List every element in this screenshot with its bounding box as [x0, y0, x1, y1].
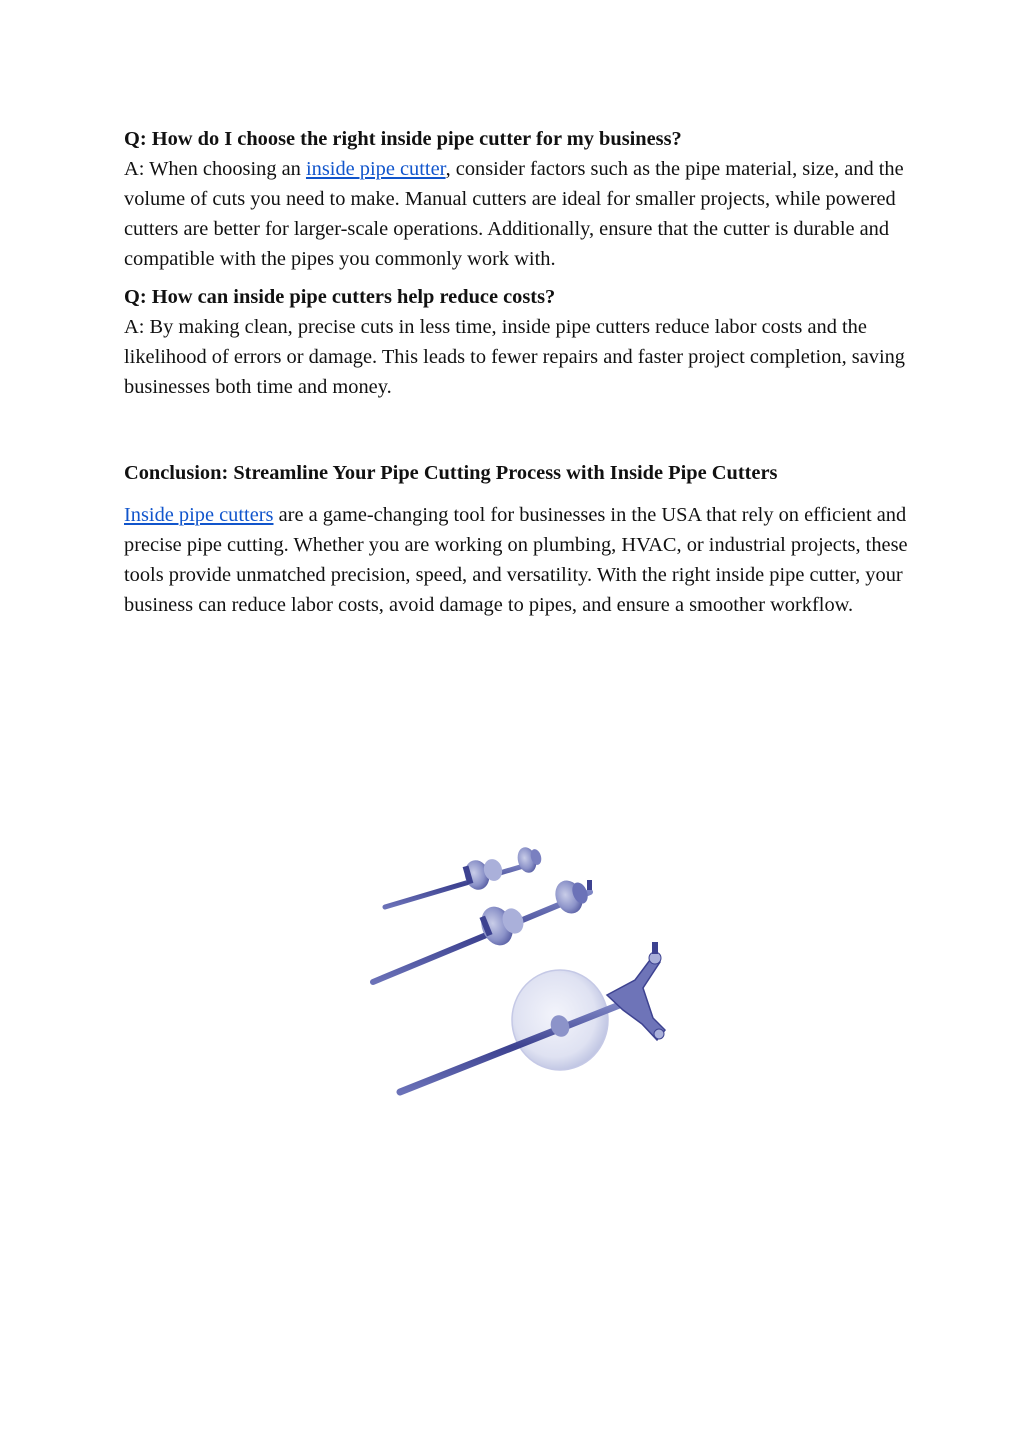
faq-answer-rest: , consider factors such as the pipe material, size, and the volume of cuts you need to make. Manual cutters are ideal for smaller projects, while powered cutters are better for larger-scale operations. Additionally, ensure that the cutter is durable and compatible with the pipes you commonly work with.	[124, 158, 904, 270]
conclusion-paragraph	[124, 500, 914, 620]
inside-pipe-cutters-image	[355, 830, 685, 1140]
faq-answer: A: By making clean, precise cuts in less time, inside pipe cutters reduce labor costs and the likelihood of errors or damage. This leads to fewer repairs and faster project completion, saving businesses both time and money.	[124, 316, 906, 398]
cutter-tool-small	[385, 845, 543, 907]
faq-answer	[124, 154, 914, 274]
faq-item	[124, 282, 914, 402]
faq-question: Q: How do I choose the right inside pipe cutter for my business?	[124, 128, 682, 150]
faq-answer-intro: A: When choosing an	[124, 158, 306, 180]
conclusion-text: are a game-changing tool for businesses in the USA that rely on efficient and precise pipe cutting. Whether you are working on plumbing, HVAC, or industrial projects, these tools provide unmatched precision, speed, and versatility. With the right inside pipe cutter, your business can reduce labor costs, avoid damage to pipes, and ensure a smoother workflow.	[124, 504, 908, 616]
cutter-tool-large	[400, 942, 665, 1092]
conclusion-heading: Conclusion: Streamline Your Pipe Cutting Process with Inside Pipe Cutters	[124, 462, 778, 484]
cutter-tool-medium	[373, 876, 592, 982]
inside-pipe-cutters-link[interactable]: Inside pipe cutters	[124, 504, 274, 526]
inside-pipe-cutter-link[interactable]: inside pipe cutter	[305, 158, 446, 180]
faq-question: Q: How can inside pipe cutters help reduce costs?	[124, 286, 556, 308]
faq-item	[124, 124, 914, 274]
document-content	[124, 124, 914, 620]
